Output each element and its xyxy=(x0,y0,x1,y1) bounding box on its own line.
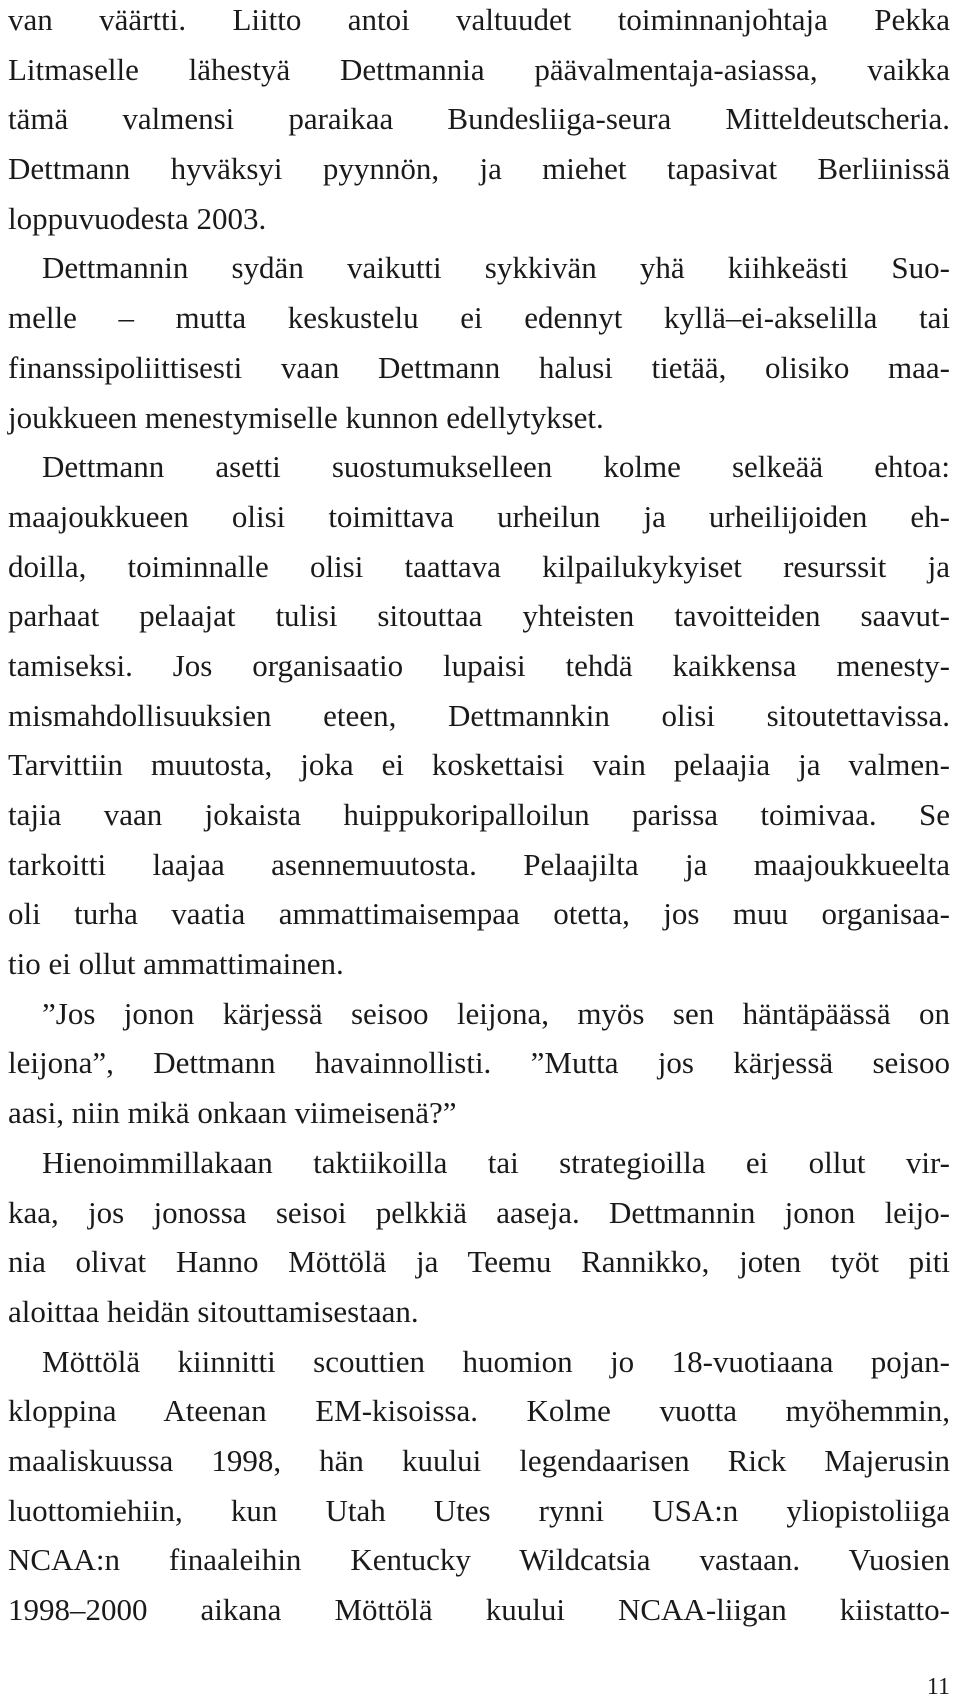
text-line: nia olivat Hanno Möttölä ja Teemu Rannikko, joten työt piti xyxy=(8,1244,950,1280)
text-line: loppuvuodesta 2003. xyxy=(8,200,267,236)
text-line: tajia vaan jokaista huippukoripalloilun parissa toimivaa. Se xyxy=(8,797,950,832)
text-line: melle – mutta keskustelu ei edennyt kyllä–ei-akselilla tai xyxy=(8,300,950,336)
text-line: kaa, jos jonossa seisoi pelkkiä aaseja. Dettmannin jonon leijo- xyxy=(8,1194,950,1230)
text-line: Hienoimmillakaan taktiikoilla tai strategioilla ei ollut vir- xyxy=(42,1144,950,1180)
text-line: 1998–2000 aikana Möttölä kuului NCAA-liigan kiistatto- xyxy=(8,1592,950,1627)
text-line: Tarvittiin muutosta, joka ei koskettaisi vain pelaajia ja valmen- xyxy=(8,747,950,783)
text-line: NCAA:n finaaleihin Kentucky Wildcatsia vastaan. Vuosien xyxy=(8,1542,950,1578)
text-line: leijona”, Dettmann havainnollisti. ”Mutta jos kärjessä seisoo xyxy=(8,1045,950,1081)
text-line: maaliskuussa 1998, hän kuului legendaarisen Rick Majerusin xyxy=(8,1442,950,1478)
text-line: tarkoitti laajaa asennemuutosta. Pelaajilta ja maajoukkueelta xyxy=(8,846,950,882)
text-line: tio ei ollut ammattimainen. xyxy=(8,946,344,982)
text-line: Möttölä kiinnitti scouttien huomion jo 18-vuotiaana pojan- xyxy=(42,1343,950,1379)
text-line: tamiseksi. Jos organisaatio lupaisi tehdä kaikkensa menesty- xyxy=(8,647,950,683)
text-line: maajoukkueen olisi toimittava urheilun ja urheilijoiden eh- xyxy=(8,498,950,534)
text-line: parhaat pelaajat tulisi sitouttaa yhteisten tavoitteiden saavut- xyxy=(8,598,950,634)
text-line: Dettmann hyväksyi pyynnön, ja miehet tapasivat Berliinissä xyxy=(8,151,950,187)
text-line: Litmaselle lähestyä Dettmannia päävalmentaja-asiassa, vaikka xyxy=(8,51,950,87)
text-line: Dettmannin sydän vaikutti sykkivän yhä kiihkeästi Suo- xyxy=(42,250,950,286)
text-line: ”Jos jonon kärjessä seisoo leijona, myös sen häntäpäässä on xyxy=(42,995,950,1031)
text-line: aloittaa heidän sitouttamisestaan. xyxy=(8,1293,419,1329)
page-number: 11 xyxy=(926,1674,950,1700)
page-body xyxy=(8,0,950,1635)
text-line: mismahdollisuuksien eteen, Dettmannkin olisi sitoutettavissa. xyxy=(8,697,950,733)
text-line: aasi, niin mikä onkaan viimeisenä?” xyxy=(8,1095,457,1131)
text-line: finanssipoliittisesti vaan Dettmann halusi tietää, olisiko maa- xyxy=(8,349,950,385)
text-line: van väärtti. Liitto antoi valtuudet toiminnanjohtaja Pekka xyxy=(8,2,950,37)
text-line: Dettmann asetti suostumukselleen kolme selkeää ehtoa: xyxy=(42,449,950,485)
text-line: kloppina Ateenan EM-kisoissa. Kolme vuotta myöhemmin, xyxy=(8,1393,950,1429)
text-line: luottomiehiin, kun Utah Utes rynni USA:n yliopistoliiga xyxy=(8,1492,950,1528)
text-line: joukkueen menestymiselle kunnon edellytykset. xyxy=(8,399,604,435)
text-line: doilla, toiminnalle olisi taattava kilpailukykyiset resurssit ja xyxy=(8,548,950,584)
text-line: tämä valmensi paraikaa Bundesliiga-seura Mitteldeutscheria. xyxy=(8,101,950,137)
text-line: oli turha vaatia ammattimaisempaa otetta, jos muu organisaa- xyxy=(8,896,950,932)
